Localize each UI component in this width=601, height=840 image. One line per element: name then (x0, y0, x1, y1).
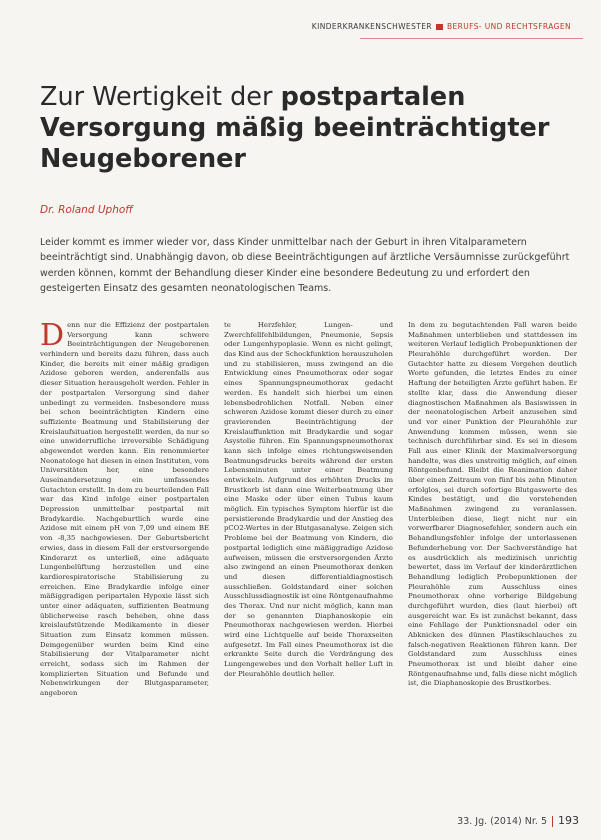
lead-paragraph: Leider kommt es immer wieder vor, dass Kinder unmittelbar nach der Geburt in ihren Vitalparametern beeinträchtigt sind. Unabhängig davon, ob diese Beeinträchtigungen auf ärztliche Versäumnisse zurückgeführt werden können, kommt der Behandlung dieser Kinder eine besondere Bedeutung zu und erfordert den gesteigerten Einsatz des gesamten neonatologischen Teams. (40, 237, 570, 294)
column-1-text: enn nur die Effizienz der postpartalen Versorgung kann schwere Beeinträchtigungen der Neugeborenen verhindern und bereits dazu führen, dass auch Kinder, die bereits mit einer mäßig gradigen Azidose geboren werden, anderenfalls aus dieser Situation herausgeholt werden. Fehler in der postpartalen Versorgung sind daher unbedingt zu vermeiden. Insbesondere muss bei schon beeinträchtigten Kindern eine suffiziente Beatmung und Stabilisierung der Kreislaufsituation hergestellt werden, da nur so eine unwiderrufliche irreversible Schädigung abgewendet werden kann. Ein renommierter Neonatologe hat diesen in einen Instituten, vom Universitäten her, eine besondere Auseinandersetzung ein umfassendes Gutachten erstellt. In dem zu beurteilenden Fall war das Kind infolge einer postpartalen Depression unmittelbar postpartal mit Bradykardie. Nachgeburtlich wurde eine Azidose mit einem pH von 7,09 und einem BE von -8,35 nachgewiesen. Der Geburtsbericht erwies, dass in diesem Fall der erstversorgende Kinderarzt es unterließ, eine adäquate Lungenbelüftung herzustellen und eine kardiorespiratorische Stabilisierung zu erreichen. Eine Bradykardie infolge einer mäßiggradigen peripartalen Hypoxie lässt sich unter einer adäquaten, suffizienten Beatmung üblicherweise rasch beheben, ohne dass kreislaufstützende Medikamente in dieser Situation zum Einsatz kommen müssen. Demgegenüber wurden beim Kind eine Stabilisierung der Vitalparameter nicht erreicht, sodass sich im Rahmen der komplizierten Situation und Befunde und Nebenwirkungen der Blutgasparameter, angeboren (40, 321, 209, 698)
body-column-3: In dem zu begutachtenden Fall waren beide Maßnahmen unterblieben und stattdessen im weiteren Verlauf lediglich Probepunktionen der Pleurahöhle durchgeführt worden. Der Gutachter hatte zu diesem Vorgehen deutlich Worte gefunden, die letztes Endes zu einer Haftung der beteiligten Ärzte geführt haben. Er stellte klar, dass die Anwendung dieser diagnostischen Maßnahmen als Basiswissen in der neonatologischen Arbeit anzusehen sind und vor einer Punktion der Pleurahöhle zur Anwendung kommen müssen, wenn sie technisch durchführbar sind. Es sei in diesem Fall aus einer Klinik der Maximalversorgung handelte, was dies unstreitig möglich, auf einen Röntgenbefund. Bleibt die Reanimation daher über einen Zeitraum von fünf bis zehn Minuten erfolglos, sei durch sofortige Blutgaswerte des Kindes bestätigt, und die vorstehenden Maßnahmen zwingend zu veranlassen. Unterbleiben diese, liegt nicht nur ein vorwerfbarer Diagnosefehler, sondern auch ein Behandlungsfehler infolge der unterlassenen Befunderhebung vor. Der Sachverständige hat es ausdrücklich als medizinisch unrichtig bewertet, dass im Verlauf der kinderärztlichen Behandlung lediglich Probepunktionen der Pleurahöhle zum Ausschluss eines Pneumothorax ohne vorherige Bildgebung durchgeführt wurden, dies (laut hierbei) oft ausgereicht war. Es ist zunächst bekannt, dass eine Fehllage der Punktionsnadel oder ein Abknicken des dünnen Plastikschlauches zu falsch-negativen Reaktionen führen kann. Der Goldstandard zum Ausschluss eines Pneumothorax ist und bleibt daher eine Röntgenaufnahme und, falls diese nicht möglich ist, die Diaphanoskopie des Brustkorbes. (408, 321, 577, 688)
body-column-1 (40, 321, 209, 799)
title-prefix: Zur Wertigkeit der (40, 82, 281, 112)
journal-name: KINDERKRANKENSCHWESTER (311, 22, 432, 31)
author-byline: Dr. Roland Uphoff (40, 204, 133, 216)
section-name: BERUFS- UND RECHTSFRAGEN (446, 22, 571, 31)
page-number: 193 (558, 814, 579, 827)
footer-divider (552, 816, 553, 827)
issue-info: 33. Jg. (2014) Nr. 5 (457, 816, 547, 827)
body-column-2: te Herzfehler, Lungen- und Zwerchfellfehlbildungen, Pneumonie, Sepsis oder Lungenhypoplasie. Wenn es nicht gelingt, das Kind aus der Schockfunktion herauszuholen und zu stabilisieren, muss zwingend an die Entwicklung eines Pneumothorax oder sogar eines Spannungspneumothorax gedacht werden. Es handelt sich hierbei um einen lebensbedrohlichen Notfall. Neben einer schweren Azidose kommt dieser durch zu einer gravierenden Beeinträchtigung der Kreislauffunktion mit Bradykardie und sogar Asystolie führen. Ein Spannungspneumothorax kann sich infolge eines richtungsweisenden Beatmungsdrucks bereits während der ersten Lebensminuten unter einer Beatmung entwickeln. Aufgrund des erhöhten Drucks im Brustkorb ist dann eine Weiterbeatmung über eine Maske oder über einen Tubus kaum möglich. Ein typisches Symptom hierfür ist die persistierende Bradykardie und der Anstieg des pCO2-Wertes in der Blutgasanalyse. Zeigen sich Probleme bei der Beatmung von Kindern, die postpartal lediglich eine mäßiggradige Azidose aufweisen, müssen die erstversorgenden Ärzte also zwingend an einen Pneumothorax denken und diesen differentialdiagnostisch ausschließen. Goldstandard einer solchen Ausschlussdiagnostik ist eine Röntgenaufnahme des Thorax. Und nur nicht möglich, kann man der so genannten Diaphanoskopie ein Pneumothorax nachgewiesen werden. Hierbei wird eine Lichtquelle auf beide Thoraxseiten aufgesetzt. Im Fall eines Pneumothorax ist die erkrankte Seite durch die Verdrängung des Lungengewebes und den Vorhalt heller Luft in der Pleurahöhle deutlich heller. (224, 321, 393, 678)
title-bold: postpartalen Versorgung mäßig beeinträchtigter Neugeborener (40, 82, 550, 174)
header-rule (360, 38, 583, 39)
article-title (40, 82, 560, 175)
header-separator-icon (436, 24, 443, 30)
running-header (240, 22, 571, 34)
drop-cap: D (40, 321, 65, 353)
page-footer (457, 814, 579, 827)
body-columns (40, 321, 577, 799)
